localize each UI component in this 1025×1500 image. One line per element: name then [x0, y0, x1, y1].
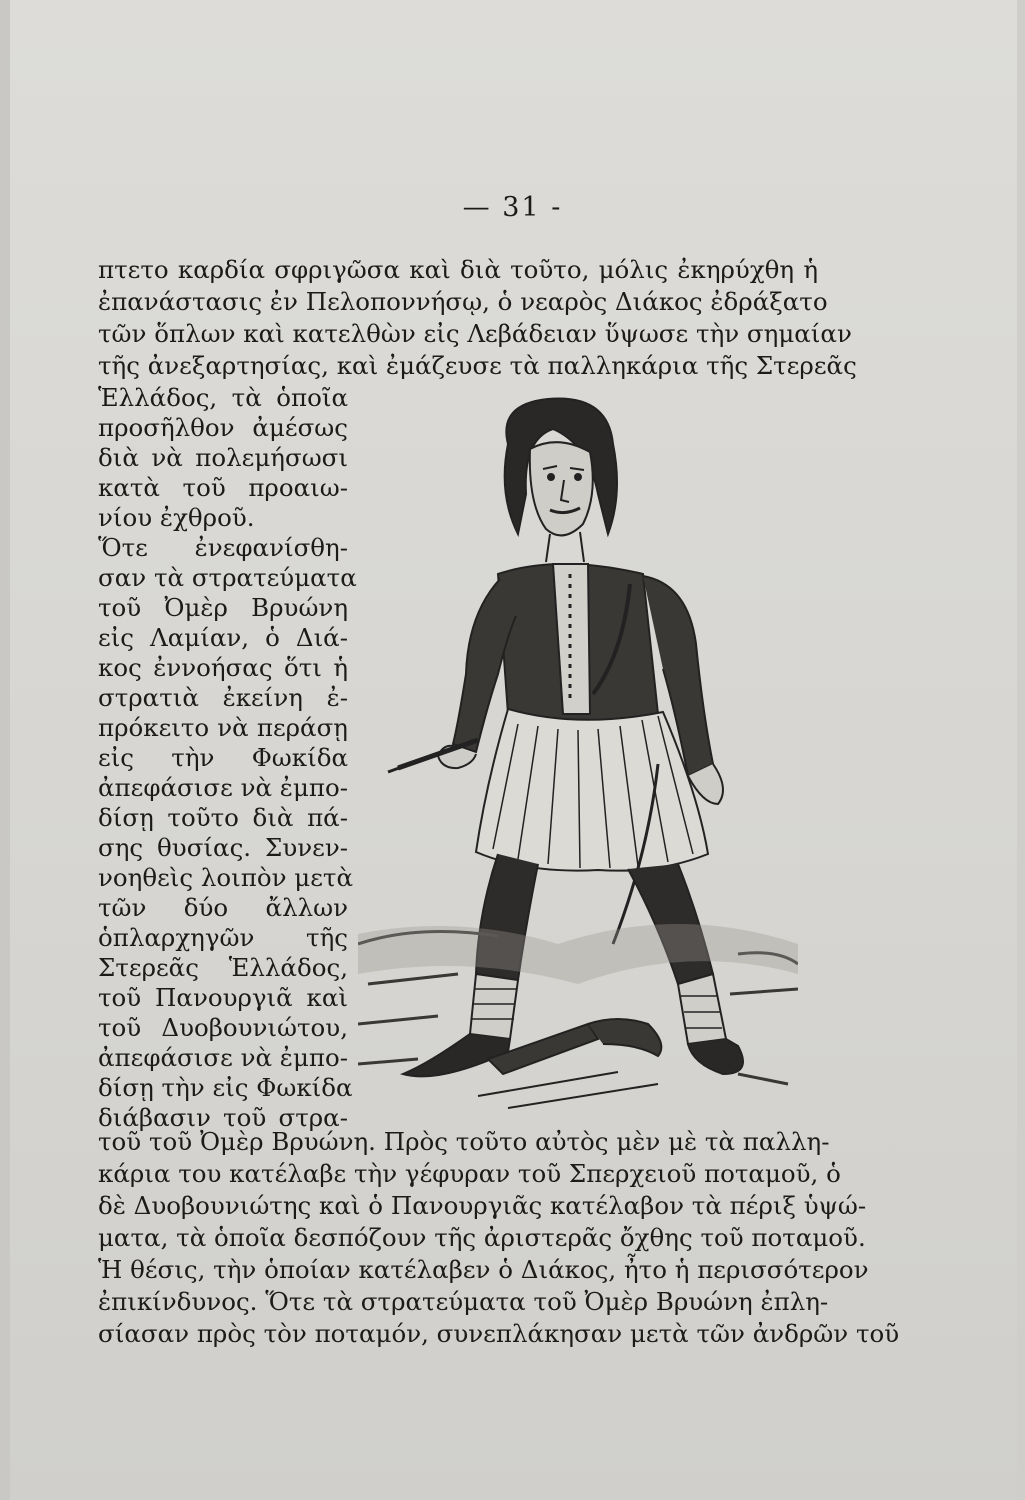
text-line: εἰς τὴν Φωκίδα: [98, 743, 348, 772]
warrior-illustration: [358, 384, 798, 1112]
text-line: δίσῃ τοῦτο διὰ πά-: [98, 803, 348, 832]
text-line: διὰ νὰ πολεμήσωσι: [98, 443, 348, 472]
text-line: τοῦ Ὀμὲρ Βρυώνη: [98, 593, 348, 622]
text-line: δίσῃ τὴν εἰς Φωκίδα: [98, 1073, 353, 1102]
text-line: τῶν δύο ἄλλων: [98, 893, 348, 922]
text-line: ματα, τὰ ὁποῖα δεσπόζουν τῆς ἀριστερᾶς ὄχθης τοῦ ποταμοῦ.: [98, 1223, 866, 1252]
text-line: ἀπεφάσισε νὰ ἐμπο-: [98, 1043, 349, 1072]
page-edge-left: [0, 0, 10, 1500]
text-line: κος ἐννοήσας ὅτι ἡ: [98, 653, 348, 682]
text-line: ἀπεφάσισε νὰ ἐμπο-: [98, 773, 349, 802]
text-line: εἰς Λαμίαν, ὁ Διά-: [98, 623, 348, 652]
text-line: πτετο καρδία σφριγῶσα καὶ διὰ τοῦτο, μόλις ἐκηρύχθη ἡ: [98, 255, 818, 284]
text-line: ἐπανάστασις ἐν Πελοποννήσῳ, ὁ νεαρὸς Διάκος ἐδράξατο: [98, 287, 828, 316]
page-edge-right: [1017, 0, 1025, 1500]
text-line: ἐπικίνδυνος. Ὅτε τὰ στρατεύματα τοῦ Ὀμὲρ Βρυώνη ἐπλη-: [98, 1287, 829, 1316]
text-line: Ἡ θέσις, τὴν ὁποίαν κατέλαβεν ὁ Διάκος, ἦτο ἡ περισσότερον: [98, 1255, 869, 1284]
text-line: προσῆλθον ἀμέσως: [98, 413, 348, 442]
text-line: νίου ἐχθροῦ.: [98, 503, 255, 532]
text-line: στρατιὰ ἐκείνη ἐ-: [98, 683, 348, 712]
text-line: τοῦ τοῦ Ὀμὲρ Βρυώνη. Πρὸς τοῦτο αὐτὸς μὲν μὲ τὰ παλλη-: [98, 1127, 830, 1156]
text-line: Ἑλλάδος, τὰ ὁποῖα: [98, 383, 348, 412]
text-line: τοῦ Πανουργιᾶ καὶ: [98, 983, 348, 1012]
text-line: τοῦ Δυοβουνιώτου,: [98, 1013, 348, 1042]
text-line: σης θυσίας. Συνεν-: [98, 833, 348, 862]
page-number: — 31 -: [462, 192, 563, 223]
text-line: τῆς ἀνεξαρτησίας, καὶ ἐμάζευσε τὰ παλληκάρια τῆς Στερεᾶς: [98, 351, 857, 380]
text-line: κατὰ τοῦ προαιω-: [98, 473, 348, 502]
text-line: ὁπλαρχηγῶν τῆς: [98, 923, 348, 952]
text-line: δὲ Δυοβουνιώτης καὶ ὁ Πανουργιᾶς κατέλαβον τὰ πέριξ ὑψώ-: [98, 1191, 867, 1220]
text-line: νοηθεὶς λοιπὸν μετὰ: [98, 863, 354, 892]
text-line: πρόκειτο νὰ περάσῃ: [98, 713, 348, 742]
text-line: σίασαν πρὸς τὸν ποταμόν, συνεπλάκησαν μετὰ τῶν ἀνδρῶν τοῦ: [98, 1319, 900, 1348]
text-line: σαν τὰ στρατεύματα: [98, 563, 357, 592]
text-line: τῶν ὅπλων καὶ κατελθὼν εἰς Λεβάδειαν ὕψωσε τὴν σημαίαν: [98, 319, 852, 348]
text-line: διάβασιν τοῦ στρα-: [98, 1103, 348, 1132]
text-line: Στερεᾶς Ἑλλάδος,: [98, 953, 348, 982]
text-line: Ὅτε ἐνεφανίσθη-: [98, 533, 348, 562]
text-line: κάρια του κατέλαβε τὴν γέφυραν τοῦ Σπερχειοῦ ποταμοῦ, ὁ: [98, 1159, 841, 1188]
